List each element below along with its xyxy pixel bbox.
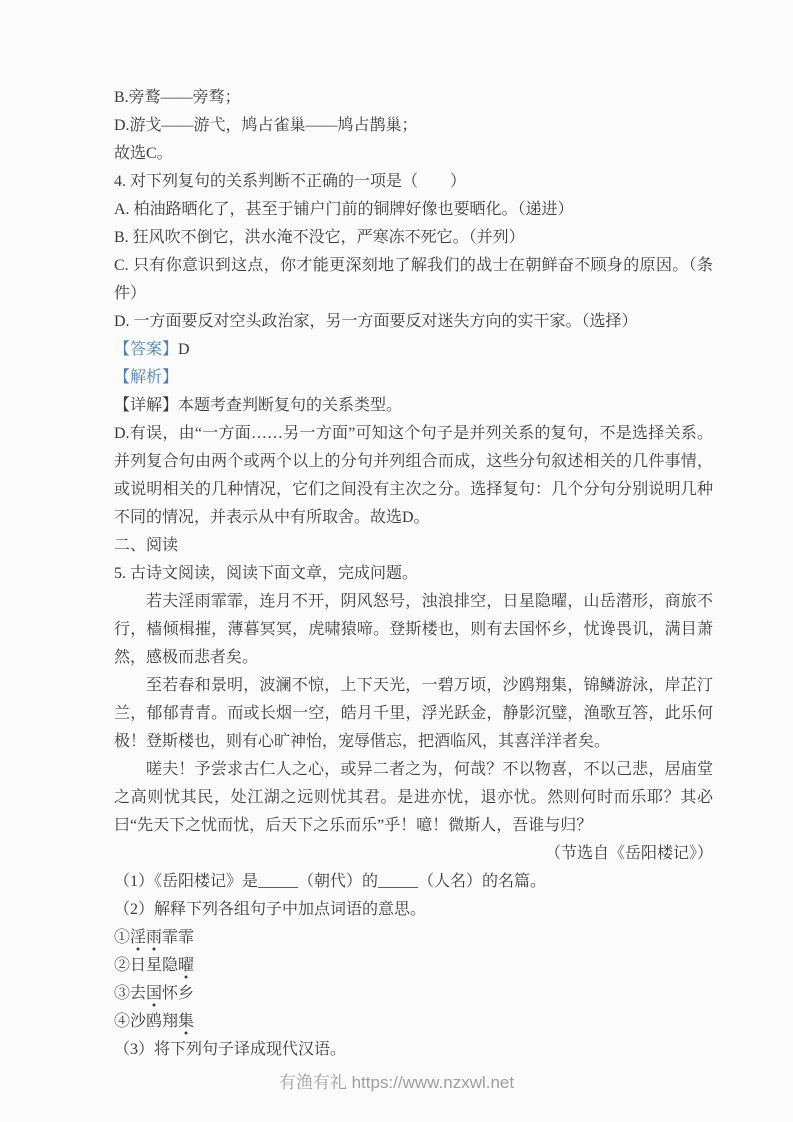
q3-correction-line-d: D.游戈——游弋，鸠占雀巢——鸠占鹊巢； [114, 117, 418, 134]
q5-sub2: （2）解释下列各组句子中加点词语的意思。 [114, 901, 427, 918]
q5-sub3: （3）将下列句子译成现代汉语。 [114, 1041, 347, 1058]
word-item-4 [114, 1008, 713, 1036]
word-item-emphasized: 国 [146, 985, 162, 1007]
word-item-3 [114, 980, 713, 1008]
word-item-emphasized: 曜 [178, 957, 194, 979]
passage-paragraph-1: 若夫淫雨霏霏，连月不开，阴风怒号，浊浪排空，日星隐曜，山岳潜形，商旅不行，樯倾楫摧，薄暮冥冥，虎啸猿啼。登斯楼也，则有去国怀乡，忧谗畏讥，满目萧然，感极而悲者矣。 [114, 593, 713, 666]
q3-correction-line-b: B.旁鹜——旁骛； [114, 89, 241, 106]
word-item-1 [114, 924, 713, 952]
word-item-marker: ④ [114, 1013, 131, 1030]
document-content [114, 84, 713, 1064]
q4-option-a: A. 柏油路晒化了，甚至于铺户门前的铜牌好像也要晒化。（递进） [114, 201, 574, 218]
word-item-2 [114, 952, 713, 980]
word-item-marker: ③ [114, 985, 131, 1002]
q5-sub1-fill-blank: （1）《岳阳楼记》是_____（朝代）的_____（人名）的名篇。 [114, 873, 547, 890]
q5-stem: 5. 古诗文阅读，阅读下面文章，完成问题。 [114, 565, 419, 582]
answer-label: 【答案】 [114, 341, 179, 358]
analysis-label: 【解析】 [114, 369, 179, 386]
q4-option-c: C. 只有你意识到这点，你才能更深刻地了解我们的战士在朝鲜奋不顾身的原因。（条件） [114, 257, 713, 302]
word-item-marker: ① [114, 929, 131, 946]
q4-analysis-line [114, 364, 713, 392]
word-item-pre: 去 [130, 985, 147, 1002]
section2-heading: 二、阅读 [114, 537, 179, 554]
q4-stem: 4. 对下列复句的关系判断不正确的一项是（ ） [114, 173, 467, 190]
word-item-marker: ② [114, 957, 131, 974]
q3-conclusion: 故选C。 [114, 145, 173, 162]
q4-option-d: D. 一方面要反对空头政治家，另一方面要反对迷失方向的实干家。（选择） [114, 313, 638, 330]
word-item-pre: 沙鸥翔 [130, 1013, 179, 1030]
passage-source: （节选自《岳阳楼记》） [544, 845, 713, 862]
watermark-footer-link[interactable]: 有渔有礼 https://www.nzxwl.net [278, 1073, 515, 1092]
answer-value: D [178, 341, 190, 358]
passage-paragraph-3: 嗟夫！予尝求古仁人之心，或异二者之为，何哉？不以物喜，不以己悲，居庙堂之高则忧其民，处江湖之远则忧其君。是进亦忧，退亦忧。然则何时而乐耶？其必曰“先天下之忧而忧，后天下之乐而乐”乎！噫！微斯人，吾谁与归？ [114, 761, 713, 834]
q4-detail-line: 【详解】本题考查判断复句的关系类型。 [114, 397, 403, 414]
q4-option-b: B. 狂风吹不倒它，洪水淹不没它，严寒冻不死它。（并列） [114, 229, 525, 246]
word-item-post: 怀乡 [162, 985, 195, 1002]
word-item-post: 霏霏 [162, 929, 195, 946]
q4-answer-line [114, 336, 713, 364]
passage-paragraph-2: 至若春和景明，波澜不惊，上下天光，一碧万顷，沙鸥翔集，锦鳞游泳，岸芷汀兰，郁郁青青。而或长烟一空，皓月千里，浮光跃金，静影沉璧，渔歌互答，此乐何极！登斯楼也，则有心旷神怡，宠辱偕忘，把酒临风，其喜洋洋者矣。 [114, 677, 713, 750]
word-item-pre: 日星隐 [130, 957, 179, 974]
q4-explanation: D.有误，由“一方面……另一方面”可知这个句子是并列关系的复句，不是选择关系。并列复合句由两个或两个以上的分句并列组合而成，这些分句叙述相关的几件事情，或说明相关的几种情况，它们之间没有主次之分。选择复句：几个分句分别说明几种不同的情况，并表示从中有所取舍。故选D。 [114, 425, 713, 526]
word-item-emphasized: 集 [178, 1013, 194, 1035]
word-item-emphasized: 淫雨 [130, 929, 162, 951]
